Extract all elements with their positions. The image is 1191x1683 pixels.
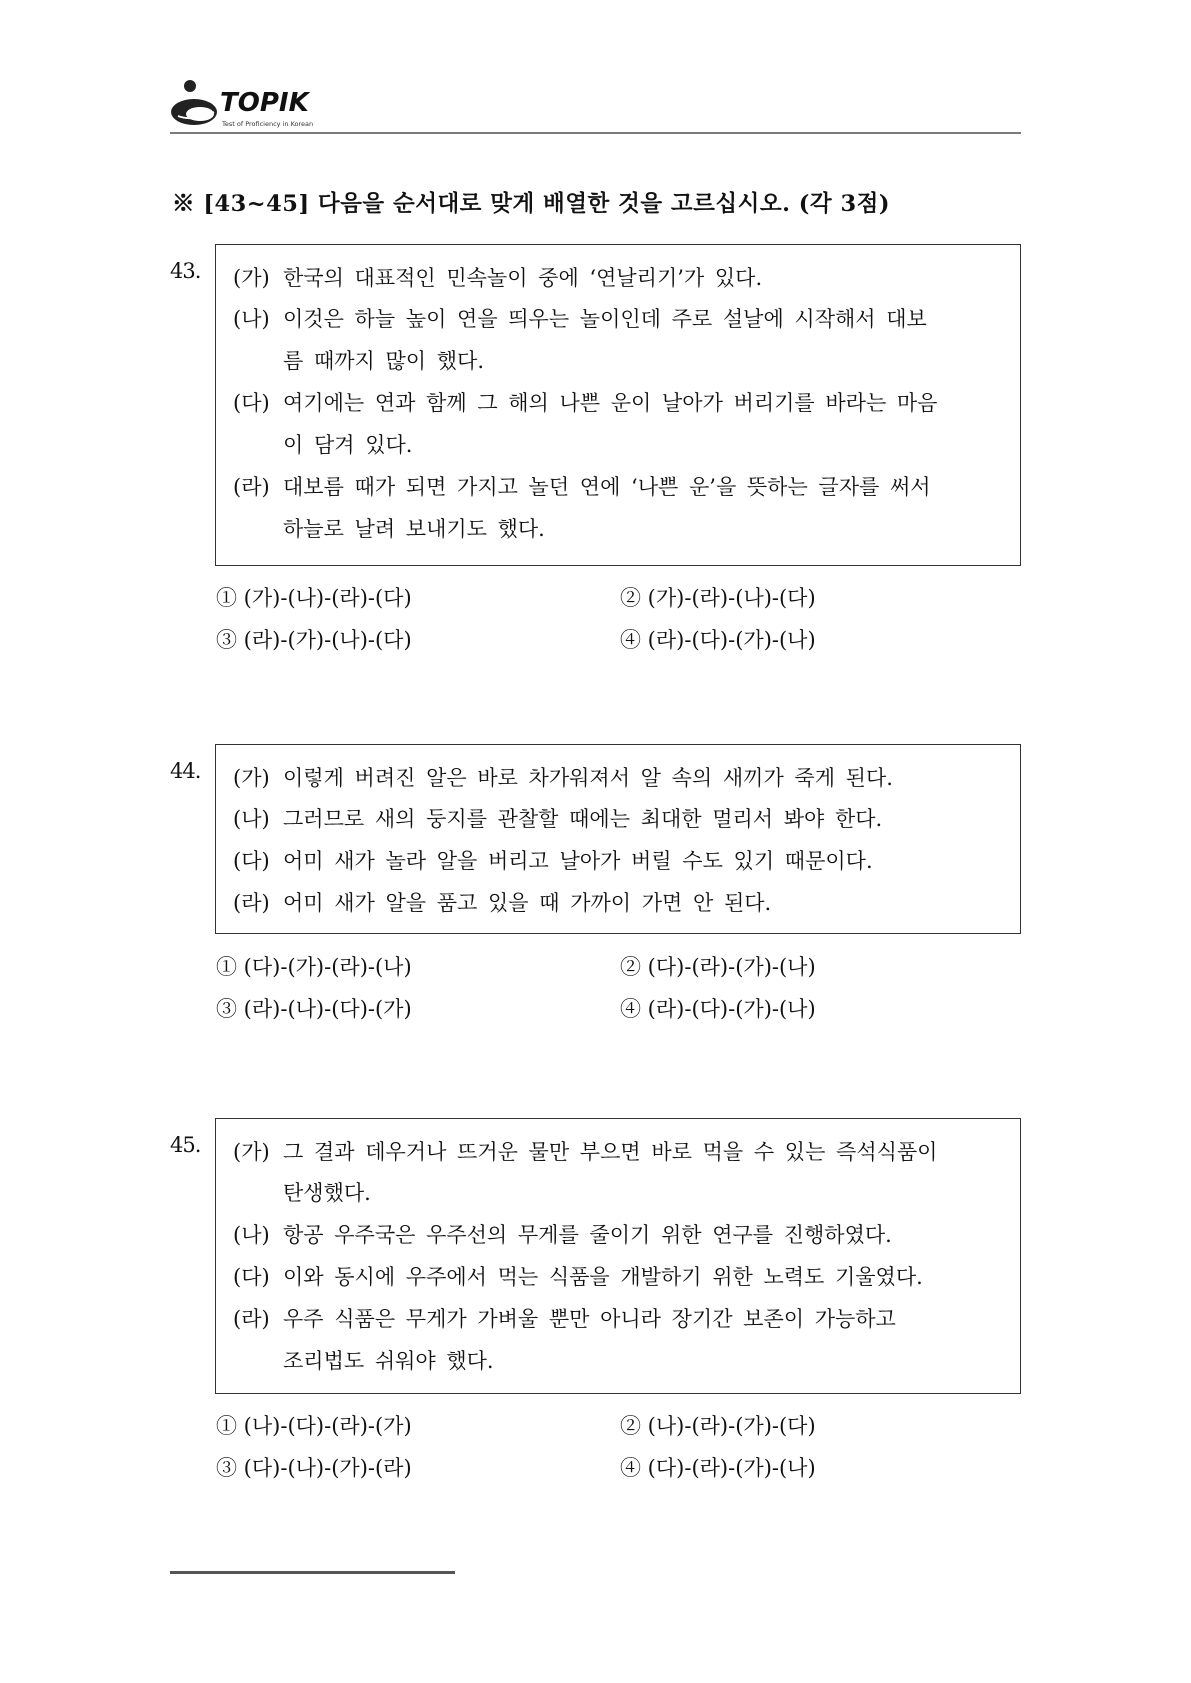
- header-rule: [170, 132, 1021, 134]
- answer-option-4[interactable]: ④ (라)-(다)-(가)-(나): [620, 997, 816, 1021]
- passage-line-na: [233, 303, 927, 333]
- passage-text: 어미 새가 알을 품고 있을 때 가까이 가면 안 된다.: [283, 891, 772, 915]
- passage-marker: (라): [233, 891, 270, 915]
- passage-marker: (나): [233, 1223, 270, 1247]
- section-instruction: ※ [43~45] 다음을 순서대로 맞게 배열한 것을 고르십시오. (각 3점): [172, 191, 890, 217]
- passage-box: [215, 744, 1021, 934]
- passage-text: 한국의 대표적인 민속놀이 중에 ‘연날리기’가 있다.: [283, 266, 763, 290]
- passage-text: 여기에는 연과 함께 그 해의 나쁜 운이 날아가 버리기를 바라는 마음: [283, 391, 938, 415]
- question-number: 45.: [170, 1133, 201, 1157]
- question-44: [170, 744, 1021, 1034]
- passage-line-continuation: 탄생했다.: [283, 1181, 371, 1205]
- passage-text: 그 결과 데우거나 뜨거운 물만 부으면 바로 먹을 수 있는 즉석식품이: [283, 1140, 938, 1164]
- passage-marker: (라): [233, 1307, 270, 1331]
- passage-line-continuation: 이 담겨 있다.: [283, 433, 413, 457]
- answer-option-1[interactable]: ① (다)-(가)-(라)-(나): [216, 955, 412, 979]
- passage-line-da: [233, 1261, 923, 1291]
- passage-line-na: [233, 803, 882, 833]
- answer-option-1[interactable]: ① (가)-(나)-(라)-(다): [216, 586, 412, 610]
- topik-emblem-icon: [170, 78, 222, 130]
- passage-text: 우주 식품은 무게가 가벼울 뿐만 아니라 장기간 보존이 가능하고: [283, 1307, 896, 1331]
- answer-option-2[interactable]: ② (다)-(라)-(가)-(나): [620, 955, 816, 979]
- logo-subtitle: Test of Proficiency in Korean: [222, 120, 314, 128]
- passage-line-continuation: 름 때까지 많이 했다.: [283, 349, 484, 373]
- passage-line-ga: [233, 1136, 937, 1166]
- passage-marker: (나): [233, 807, 270, 831]
- passage-line-ra: [233, 471, 931, 501]
- answer-option-1[interactable]: ① (나)-(다)-(라)-(가): [216, 1414, 412, 1438]
- passage-line-ra: [233, 887, 771, 917]
- passage-line-continuation: 하늘로 날려 보내기도 했다.: [283, 517, 545, 541]
- passage-box: [215, 1118, 1021, 1394]
- passage-text: 이와 동시에 우주에서 먹는 식품을 개발하기 위한 노력도 기울였다.: [283, 1265, 923, 1289]
- answer-option-3[interactable]: ③ (라)-(가)-(나)-(다): [216, 628, 412, 652]
- question-43: [170, 244, 1021, 664]
- passage-text: 대보름 때가 되면 가지고 놀던 연에 ‘나쁜 운’을 뜻하는 글자를 써서: [283, 475, 931, 499]
- answer-option-4[interactable]: ④ (라)-(다)-(가)-(나): [620, 628, 816, 652]
- passage-marker: (가): [233, 766, 270, 790]
- answer-option-2[interactable]: ② (나)-(라)-(가)-(다): [620, 1414, 816, 1438]
- passage-marker: (다): [233, 1265, 270, 1289]
- passage-text: 어미 새가 놀라 알을 버리고 날아가 버릴 수도 있기 때문이다.: [283, 849, 873, 873]
- question-number: 43.: [170, 259, 201, 283]
- passage-line-na: [233, 1219, 892, 1249]
- passage-marker: (다): [233, 849, 270, 873]
- passage-text: 이렇게 버려진 알은 바로 차가워져서 알 속의 새끼가 죽게 된다.: [283, 766, 893, 790]
- question-number: 44.: [170, 759, 201, 783]
- passage-line-continuation: 조리법도 쉬워야 했다.: [283, 1349, 494, 1373]
- passage-marker: (가): [233, 266, 270, 290]
- passage-marker: (가): [233, 1140, 270, 1164]
- passage-line-ga: [233, 762, 893, 792]
- passage-marker: (나): [233, 307, 270, 331]
- passage-line-da: [233, 845, 873, 875]
- passage-marker: (다): [233, 391, 270, 415]
- answer-option-3[interactable]: ③ (라)-(나)-(다)-(가): [216, 997, 412, 1021]
- passage-marker: (라): [233, 475, 270, 499]
- answer-option-2[interactable]: ② (가)-(라)-(나)-(다): [620, 586, 816, 610]
- passage-line-da: [233, 387, 937, 417]
- passage-text: 이것은 하늘 높이 연을 띄우는 놀이인데 주로 설날에 시작해서 대보: [283, 307, 927, 331]
- passage-line-ga: [233, 262, 762, 292]
- passage-box: [215, 244, 1021, 566]
- footer-rule: [170, 1571, 455, 1574]
- question-45: [170, 1118, 1021, 1498]
- passage-text: 항공 우주국은 우주선의 무게를 줄이기 위한 연구를 진행하였다.: [283, 1223, 892, 1247]
- passage-text: 그러므로 새의 둥지를 관찰할 때에는 최대한 멀리서 봐야 한다.: [283, 807, 883, 831]
- topik-logo: [170, 74, 330, 130]
- answer-option-4[interactable]: ④ (다)-(라)-(가)-(나): [620, 1456, 816, 1480]
- passage-line-ra: [233, 1303, 896, 1333]
- answer-option-3[interactable]: ③ (다)-(나)-(가)-(라): [216, 1456, 412, 1480]
- logo-wordmark: TOPIK: [220, 88, 309, 118]
